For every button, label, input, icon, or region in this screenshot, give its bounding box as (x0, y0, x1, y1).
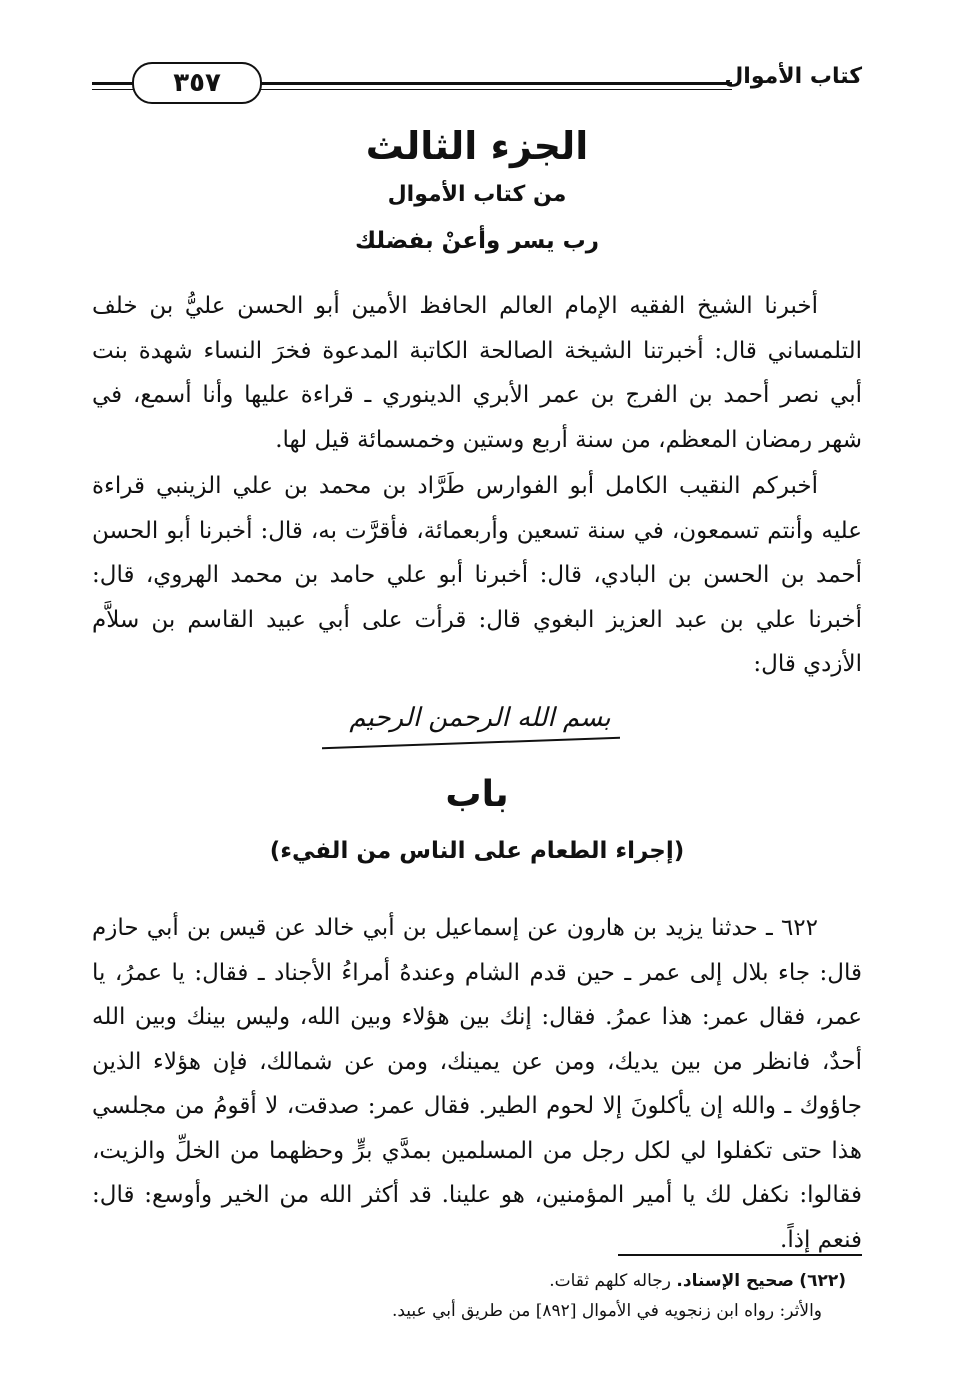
chapter-title: باب (445, 774, 509, 815)
hadith-622: ٦٢٢ ـ حدثنا يزيد بن هارون عن إسماعيل بن أبي خالد عن قيس بن أبي حازم قال: جاء بلال إلى عمر ـ حين قدم الشام وعندهُ أمراءُ الأجناد ـ فقال: يا عمرُ، يا عمر، فقال عمر: هذا عمرُ. فقال: إنك بين هؤلاء وبين الله، وليس بينك وبين الله أحدٌ، فانظر من بين يديك، ومن عن يمينك، ومن عن شمالك، فإن هؤلاء الذين جاؤوك ـ والله إن يأكلونَ إلا لحوم الطير. فقال عمر: صدقت، لا أقومُ من مجلسي هذا حتى تكفلوا لي لكل رجل من المسلمين بمدَّي برٍّ وحظهما من الخلِّ والزيت، فقالوا: نكفل لك يا أمير المؤمنين، هو علينا. قد أكثر الله من الخير وأوسع: قال: فنعم إذاً. (92, 915, 862, 1253)
footnote-separator (618, 1254, 862, 1256)
chapter-subtitle: (إجراء الطعام على الناس من الفيء) (269, 838, 685, 864)
footnotes (92, 1266, 846, 1326)
isnad-paragraph-2: أخبركم النقيب الكامل أبو الفوارس طَرَّاد بن محمد بن علي الزينبي قراءة عليه وأنتم تسمعون، في سنة تسعين وأربعمائة، فأقرَّت به، قال: أخبرنا أبو الحسن أحمد بن الحسن بن البادي، قال: أخبرنا أبو علي حامد بن محمد الهروي، قال: أخبرنا علي بن عبد العزيز البغوي قال: قرأت على أبي عبيد القاسم بن سلاَّم الأزدي قال: (92, 473, 862, 677)
basmala-text: بسم الله الرحمن الرحيم (349, 703, 611, 733)
footnote-ref: (٦٢٢) (799, 1271, 846, 1291)
footnote-grade: صحيح الإسناد. (676, 1271, 794, 1291)
footnote-1-text: رجاله كلهم ثقات. (549, 1271, 671, 1291)
opening-prayer: رب يسر وأعنْ بفضلك (355, 228, 599, 254)
footnote-1 (92, 1266, 846, 1296)
part-title: الجزء الثالث (365, 124, 589, 168)
running-header (92, 60, 862, 106)
page-number: ٣٥٧ (132, 62, 262, 104)
basmala-calligraphy (300, 688, 660, 760)
isnad-paragraph-1: أخبرنا الشيخ الفقيه الإمام العالم الحافظ الأمين أبو الحسن عليُّ بن خلف التلمساني قال: أخبرتنا الشيخة الصالحة الكاتبة المدعوة فخرَ النساء شهدة بنت أبي نصر أحمد بن الفرج بن عمر الأبري الدينوري ـ قراءة عليها وأنا أسمع، في شهر رمضان المعظم، من سنة أربع وستين وخمسمائة قيل لها. (92, 293, 862, 453)
book-title: كتاب الأموال (724, 64, 862, 89)
basmala-flourish (322, 737, 620, 749)
footnote-2: والأثر: رواه ابن زنجويه في الأموال [٨٩٢] من طريق أبي عبيد. (391, 1301, 822, 1321)
book-subtitle: من كتاب الأموال (387, 182, 567, 207)
